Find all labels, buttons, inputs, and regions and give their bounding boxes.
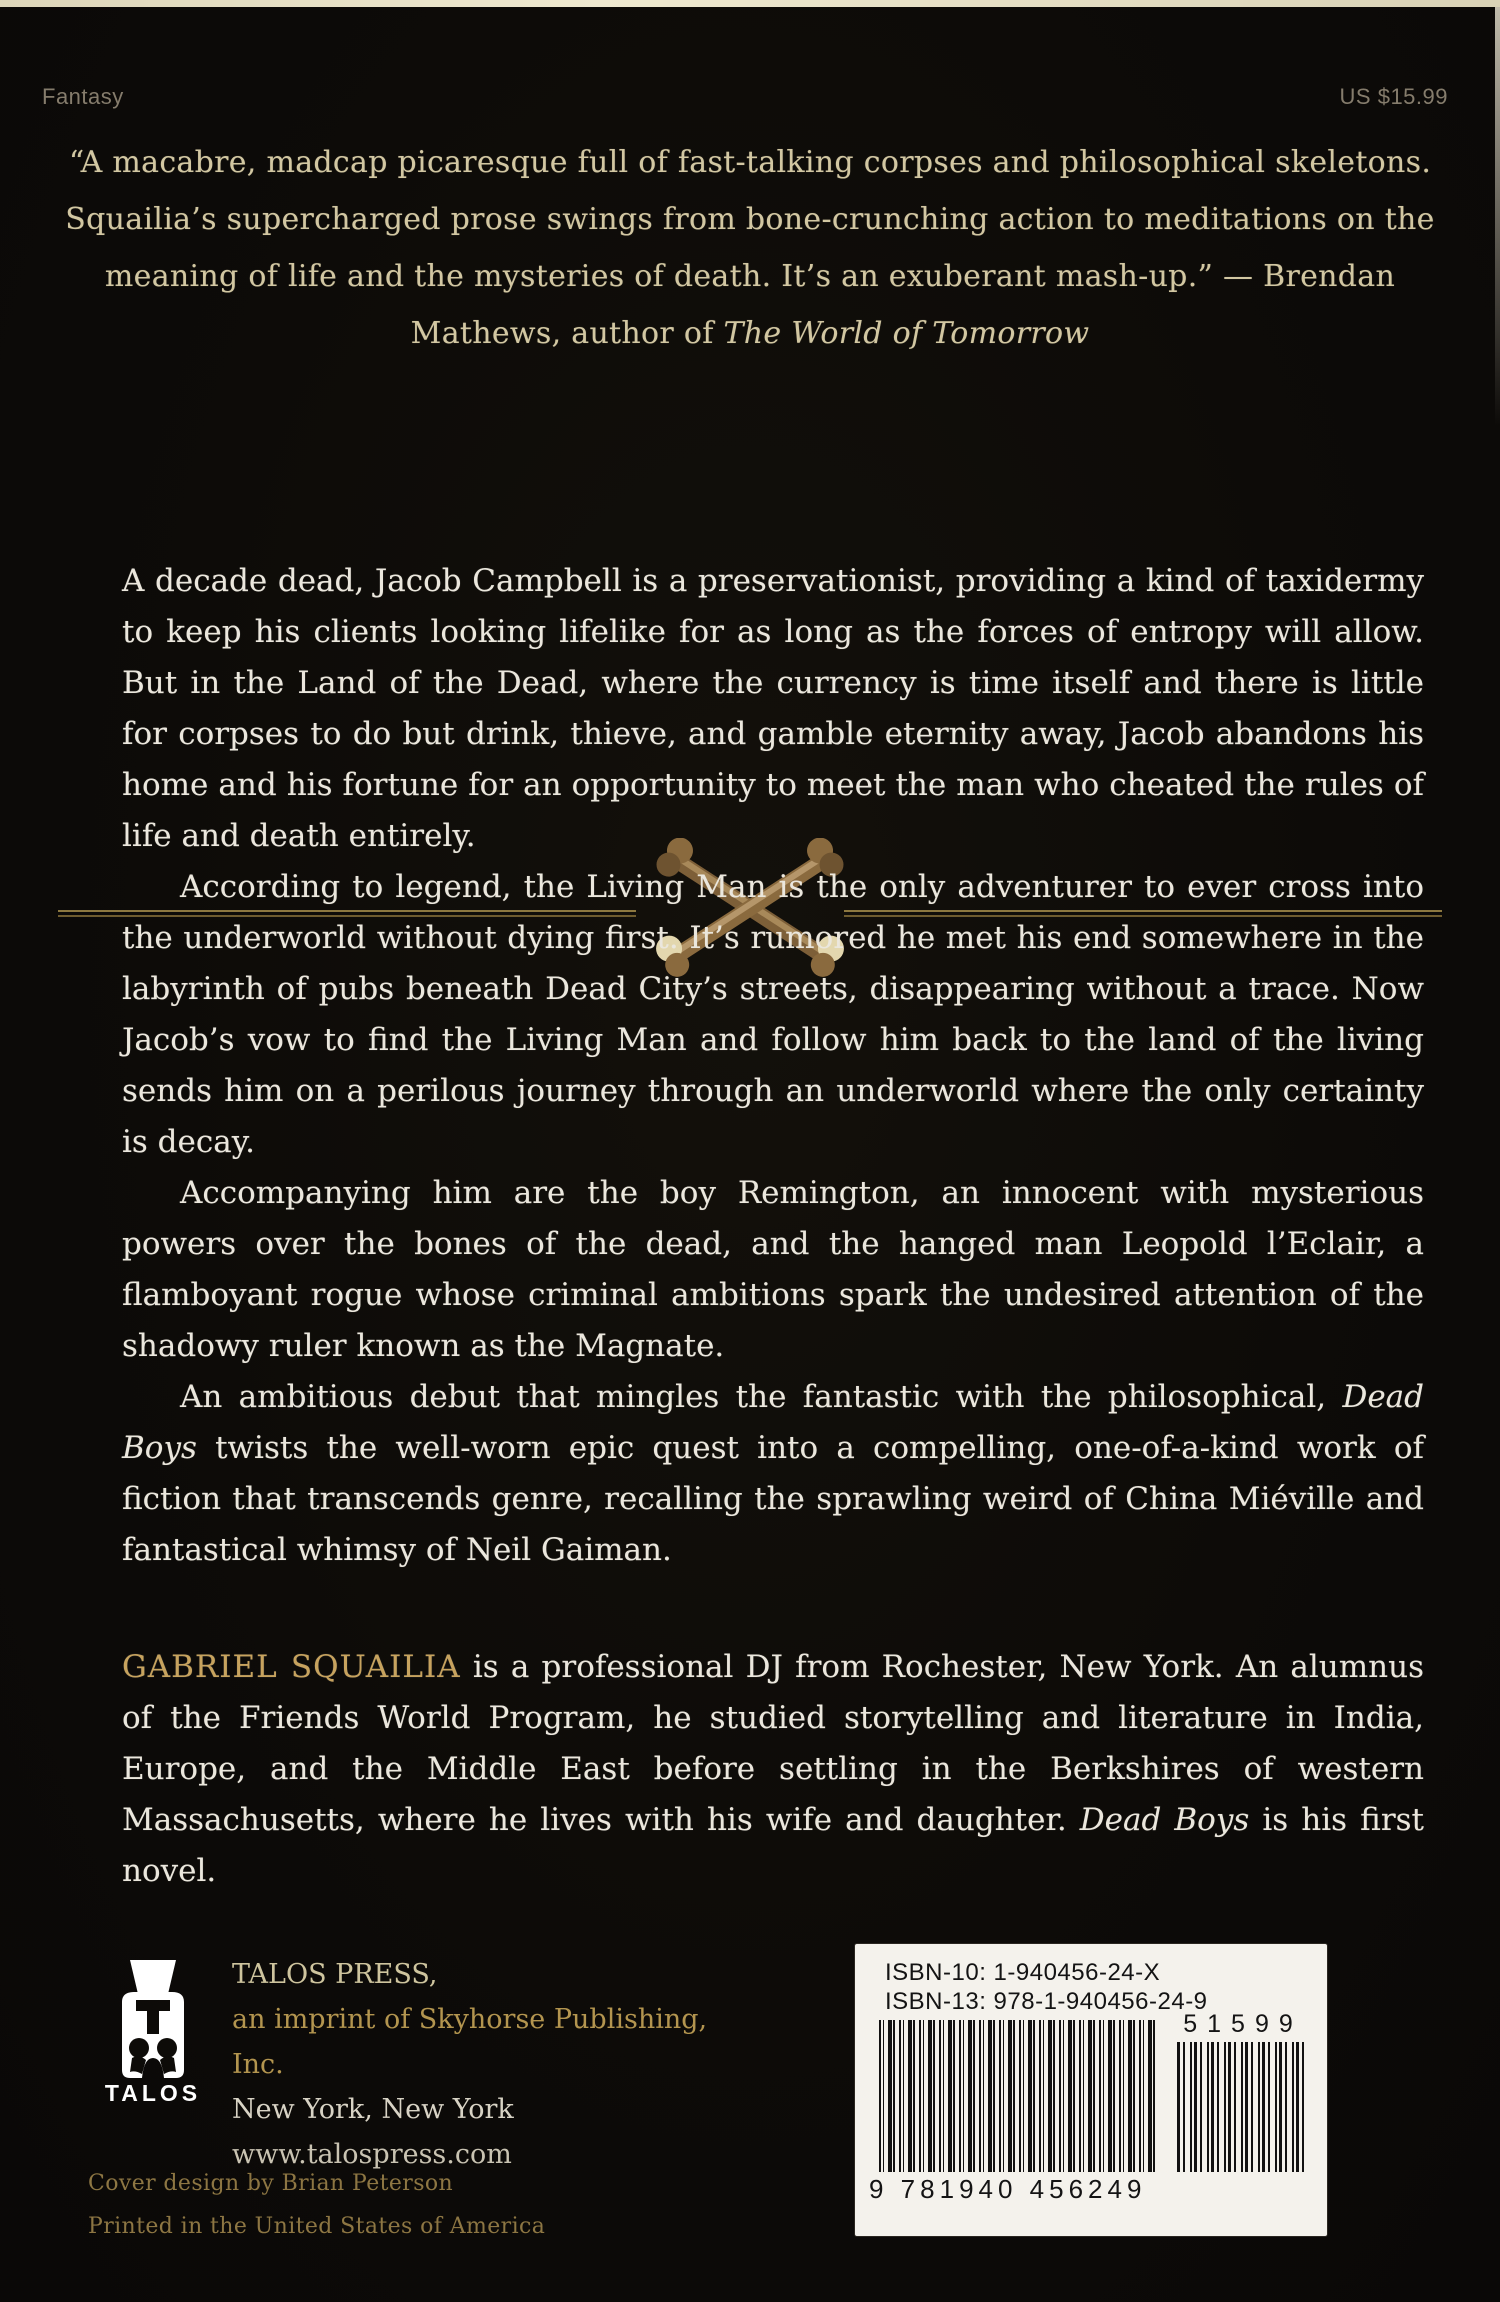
- author-bio-text-2: is his first novel.: [122, 1802, 1424, 1889]
- genre-label: Fantasy: [42, 84, 124, 109]
- scan-page-edge-top: [0, 0, 1500, 7]
- synopsis: [122, 556, 1424, 1576]
- supplement-barcode-icon: [1177, 2042, 1305, 2172]
- ean-barcode-digits: 9 781940 456249: [869, 2174, 1147, 2204]
- price-supplement-digits: 51599: [1183, 2010, 1303, 2038]
- credits-block: [88, 2162, 648, 2248]
- synopsis-paragraph-4-rest: twists the well-worn epic quest into a compelling, one-of-a-kind work of fiction that transcends genre, recalling the sprawling weird of China Miéville and fantastical whimsy of Neil Gaiman.: [122, 1430, 1424, 1568]
- cover-design-credit: Cover design by Brian Peterson: [88, 2171, 454, 2196]
- publisher-name: TALOS PRESS,: [232, 1959, 438, 1990]
- book-title-italic: Dead Boys: [122, 1379, 1424, 1466]
- synopsis-paragraph-1: [122, 556, 1424, 862]
- ean-barcode-icon: [879, 2020, 1155, 2172]
- author-bio: [122, 1642, 1424, 1897]
- blurb-quote: “A macabre, madcap picaresque full of fast-talking corpses and philosophical skeletons. Squailia’s supercharged prose swings from bone-crunching action to meditations on the meaning of life and the mysteries of death. It’s an exuberant mash-up.”: [65, 145, 1435, 294]
- synopsis-paragraph-3-text: Accompanying him are the boy Remington, an innocent with mysterious powers over the bones of the dead, and the hanged man Leopold l’Eclair, a flamboyant rogue whose criminal ambitions spark the undesired attention of the shadowy ruler known as the Magnate.: [122, 1175, 1424, 1364]
- synopsis-paragraph-1-text: A decade dead, Jacob Campbell is a preservationist, providing a kind of taxidermy to keep his clients looking lifelike for as long as the forces of entropy will allow. But in the Land of the Dead, where the currency is time itself and there is little for corpses to do but drink, thieve, and gamble eternity away, Jacob abandons his home and his fortune for an opportunity to meet the man who cheated the rules of life and death entirely.: [122, 563, 1424, 854]
- printed-credit: Printed in the United States of America: [88, 2214, 546, 2239]
- publisher-website: www.talospress.com: [232, 2139, 512, 2170]
- author-name: GABRIEL SQUAILIA: [122, 1649, 461, 1685]
- author-bio-text-1: is a professional DJ from Rochester, New York. An alumnus of the Friends World Program, he studied storytelling and literature in India, Europe, and the Middle East before settling in the Berkshires of western Massachusetts, where he lives with his wife and daughter.: [122, 1649, 1425, 1838]
- synopsis-paragraph-4: [122, 1372, 1424, 1576]
- publisher-imprint: an imprint of Skyhorse Publishing, Inc.: [232, 2004, 708, 2080]
- synopsis-paragraph-2-text: According to legend, the Living Man is the only adventurer to ever cross into the underworld without dying first. It’s rumored he met his end somewhere in the labyrinth of pubs beneath Dead City’s streets, disappearing without a trace. Now Jacob’s vow to find the Living Man and follow him back to the land of the living sends him on a perilous journey through an underworld where the only certainty is decay.: [122, 869, 1424, 1160]
- publisher-lines: [232, 1952, 752, 2177]
- talos-logo-word: TALOS: [104, 2080, 202, 2106]
- isbn-block: [885, 1958, 1208, 2016]
- barcode-panel: [855, 1944, 1327, 2236]
- isbn10-label: ISBN-10: 1-940456-24-X: [885, 1959, 1161, 1986]
- synopsis-paragraph-4-lead: An ambitious debut that mingles the fantastic with the philosophical,: [180, 1379, 1343, 1415]
- synopsis-paragraph-2: [122, 862, 1424, 1168]
- blurb-attribution: — Brendan Mathews, author of: [410, 259, 1396, 351]
- review-blurb: [60, 134, 1440, 362]
- book-title-italic-bio: Dead Boys: [1079, 1802, 1250, 1838]
- price-label: US $15.99: [1339, 84, 1448, 109]
- divider-ornament: [0, 420, 1500, 555]
- synopsis-paragraph-3: [122, 1168, 1424, 1372]
- publisher-city: New York, New York: [232, 2094, 514, 2125]
- scan-page-edge-right: [1495, 7, 1500, 427]
- cited-work-title: The World of Tomorrow: [723, 316, 1090, 351]
- publisher-block: [100, 1952, 740, 2170]
- isbn13-label: ISBN-13: 978-1-940456-24-9: [885, 1988, 1208, 2015]
